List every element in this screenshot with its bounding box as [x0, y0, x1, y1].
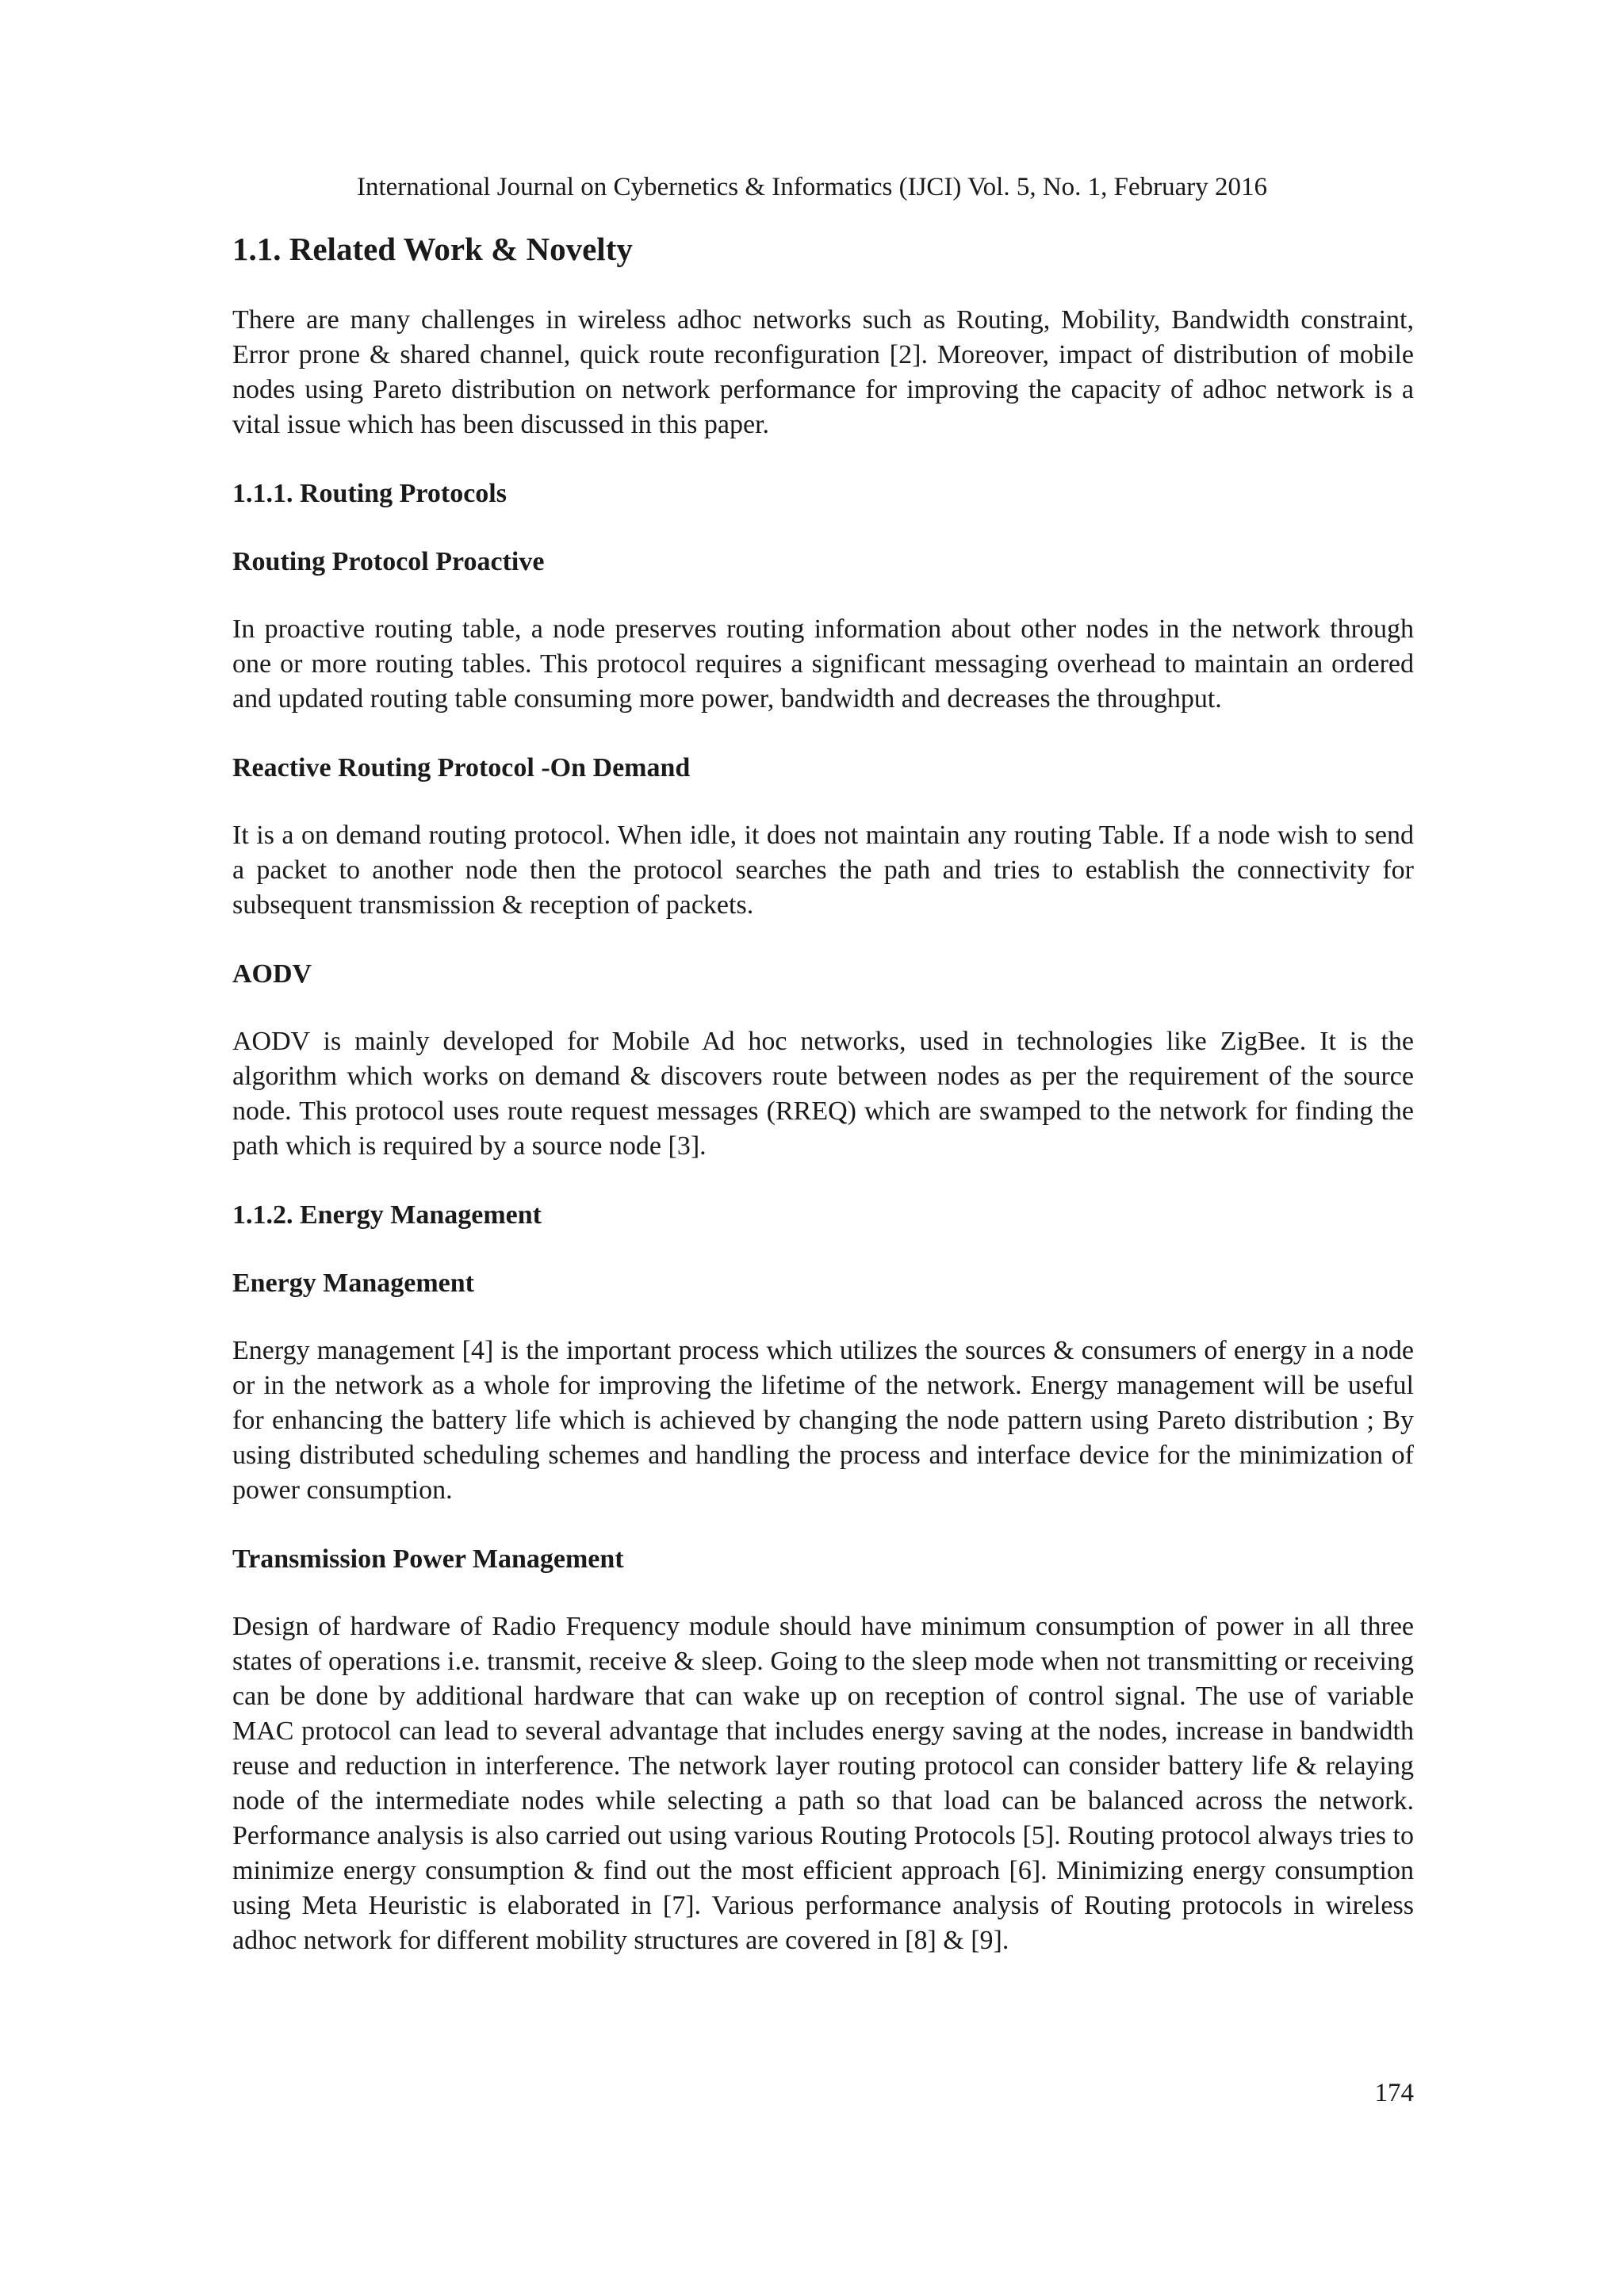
- page-number: 174: [1374, 2079, 1414, 2107]
- subsection-title-energy: 1.1.2. Energy Management: [232, 1200, 542, 1230]
- heading-energy-management: Energy Management: [232, 1269, 475, 1298]
- paragraph-energy-management: Energy management [4] is the important process which utilizes the sources & consumers of energy in a node or in the network as a whole for improving the lifetime of the network. Energy management will be useful for enhancing the battery life which is achieved by changing the node pattern using Pareto distribution ; By using distributed scheduling schemes and handling the process and interface device for the minimization of power consumption.: [232, 1336, 1414, 1505]
- subsection-title-routing: 1.1.1. Routing Protocols: [232, 479, 507, 508]
- heading-aodv: AODV: [232, 959, 312, 989]
- heading-proactive: Routing Protocol Proactive: [232, 547, 545, 576]
- section-title: 1.1. Related Work & Novelty: [232, 231, 633, 267]
- section-intro-paragraph: There are many challenges in wireless adhoc networks such as Routing, Mobility, Bandwidth constraint, Error prone & shared channel, quick route reconfiguration [2]. Moreover, impact of distribution of mobile nodes using Pareto distribution on network performance for improving the capacity of adhoc network is a vital issue which has been discussed in this paper.: [232, 305, 1414, 439]
- article-body: [232, 227, 1414, 1992]
- paragraph-proactive: In proactive routing table, a node preserves routing information about other nodes in the network through one or more routing tables. This protocol requires a significant messaging overhead to maintain an ordered and updated routing table consuming more power, bandwidth and decreases the throughput.: [232, 614, 1414, 714]
- running-header: International Journal on Cybernetics & Informatics (IJCI) Vol. 5, No. 1, February 2016: [356, 173, 1268, 201]
- heading-reactive: Reactive Routing Protocol -On Demand: [232, 753, 691, 783]
- paragraph-transmission-power: Design of hardware of Radio Frequency module should have minimum consumption of power in all three states of operations i.e. transmit, receive & sleep. Going to the sleep mode when not transmitting or receiving can be done by additional hardware that can wake up on reception of control signal. The use of variable MAC protocol can lead to several advantage that includes energy saving at the nodes, increase in bandwidth reuse and reduction in interference. The network layer routing protocol can consider battery life & relaying node of the intermediate nodes while selecting a path so that load can be balanced across the network. Performance analysis is also carried out using various Routing Protocols [5]. Routing protocol always tries to minimize energy consumption & find out the most efficient approach [6]. Minimizing energy consumption using Meta Heuristic is elaborated in [7]. Various performance analysis of Routing protocols in wireless adhoc network for different mobility structures are covered in [8] & [9].: [232, 1612, 1414, 1955]
- paragraph-reactive: It is a on demand routing protocol. When idle, it does not maintain any routing Table. If a node wish to send a packet to another node then the protocol searches the path and tries to establish the connectivity for subsequent transmission & reception of packets.: [232, 821, 1414, 920]
- paragraph-aodv: AODV is mainly developed for Mobile Ad hoc networks, used in technologies like ZigBee. It is the algorithm which works on demand & discovers route between nodes as per the requirement of the source node. This protocol uses route request messages (RREQ) which are swamped to the network for finding the path which is required by a source node [3].: [232, 1027, 1414, 1161]
- heading-transmission-power: Transmission Power Management: [232, 1544, 624, 1574]
